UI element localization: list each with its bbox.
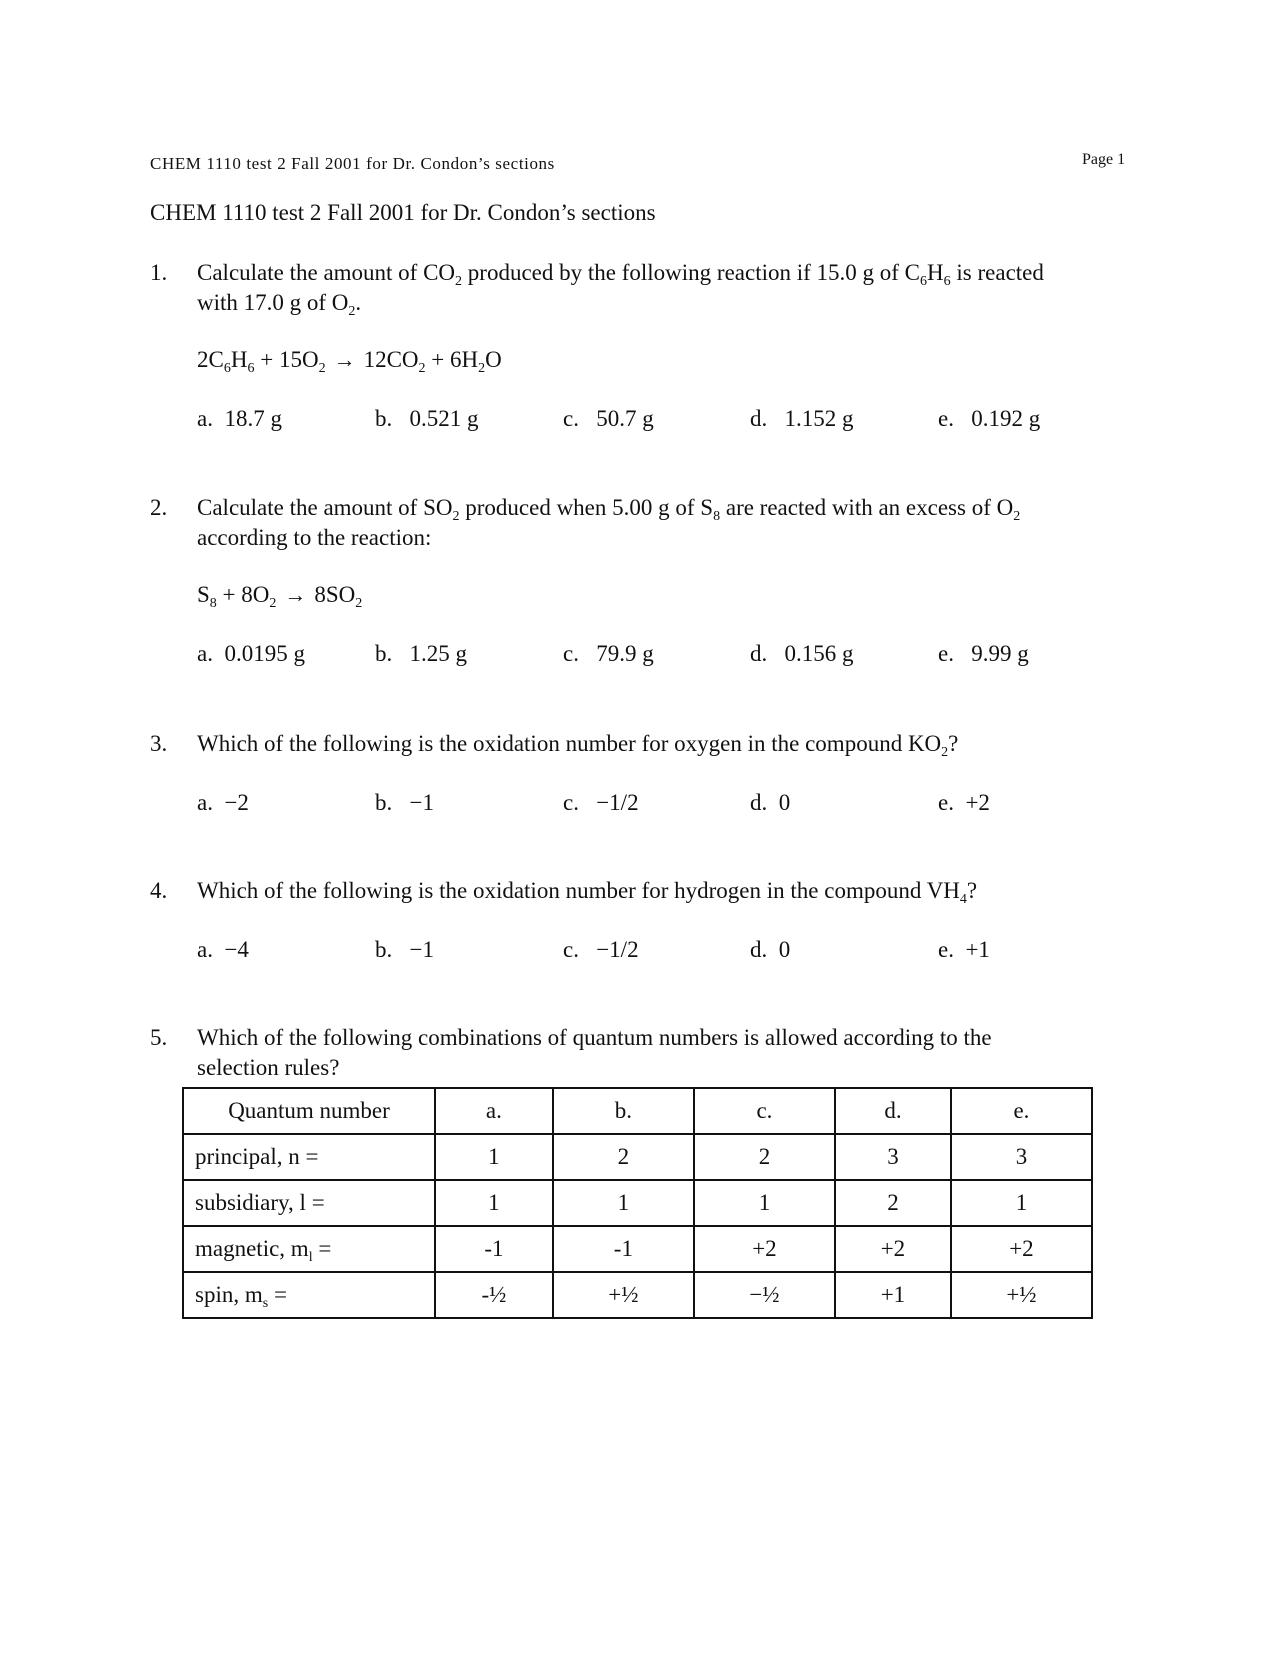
page-title: CHEM 1110 test 2 Fall 2001 for Dr. Condon’s sections [150, 200, 656, 225]
q2-option-b: b. 1.25 g [375, 641, 467, 666]
table-cell: 1 [435, 1134, 553, 1180]
q5-text-line2: selection rules? [197, 1055, 340, 1080]
q2-option-d: d. 0.156 g [750, 641, 854, 666]
table-cell: 1 [553, 1180, 694, 1226]
q1-option-e: e. 0.192 g [938, 406, 1041, 431]
q3-number: 3. [150, 731, 168, 756]
table-cell: 1 [435, 1180, 553, 1226]
q4-option-d: d. 0 [750, 937, 791, 962]
q3-option-e: e. +2 [938, 790, 990, 815]
page-number: Page 1 [1082, 151, 1126, 168]
q2-equation: $S_8 + 8O_2 \to 8SO_2$ [197, 582, 363, 611]
q1-option-d: d. 1.152 g [750, 406, 854, 431]
q3-option-c: c. −1/2 [563, 790, 639, 815]
table-cell: 1 [951, 1180, 1092, 1226]
q4-option-a: a. −4 [197, 937, 249, 962]
header-cell: d. [835, 1088, 951, 1134]
table-cell: 2 [835, 1180, 951, 1226]
running-header: CHEM 1110 test 2 Fall 2001 for Dr. Condon’s sections [150, 154, 555, 173]
table-cell: +2 [694, 1226, 835, 1272]
q2-text-line2: according to the reaction: [197, 525, 432, 550]
q2-option-a: a. 0.0195 g [197, 641, 305, 666]
q3-option-d: d. 0 [750, 790, 791, 815]
q1-option-b: b. 0.521 g [375, 406, 479, 431]
table-cell: -1 [553, 1226, 694, 1272]
q1-number: 1. [150, 260, 168, 285]
reaction-arrow-icon: → [333, 347, 356, 372]
row-label: subsidiary, l = [183, 1180, 435, 1226]
q3-option-a: a. −2 [197, 790, 249, 815]
table-row [183, 1134, 1092, 1180]
q4-number: 4. [150, 878, 168, 903]
row-label: spin, $m_s$ = [183, 1272, 435, 1318]
header-cell: b. [553, 1088, 694, 1134]
table-cell: -1 [435, 1226, 553, 1272]
table-cell: −½ [694, 1272, 835, 1318]
quantum-number-table [182, 1087, 1093, 1319]
q2-number: 2. [150, 495, 168, 520]
table-row [183, 1180, 1092, 1226]
table-cell: +2 [835, 1226, 951, 1272]
header-cell: Quantum number [183, 1088, 435, 1134]
q4-option-e: e. +1 [938, 937, 990, 962]
table-cell: +½ [553, 1272, 694, 1318]
q2-option-c: c. 79.9 g [563, 641, 654, 666]
q1-option-a: a. 18.7 g [197, 406, 282, 431]
q2-option-e: e. 9.99 g [938, 641, 1029, 666]
table-row [183, 1272, 1092, 1318]
q1-text-line1: Calculate the amount of $CO_2$ produced by the following reaction if 15.0 g of $C_6H_6$ is reacted [197, 260, 1044, 289]
q1-text-line2: with 17.0 g of $O_2$. [197, 290, 362, 319]
header-cell: e. [951, 1088, 1092, 1134]
row-label: magnetic, $m_l$ = [183, 1226, 435, 1272]
table-cell: 3 [835, 1134, 951, 1180]
table-cell: -½ [435, 1272, 553, 1318]
q5-number: 5. [150, 1025, 168, 1050]
table-row [183, 1226, 1092, 1272]
q1-option-c: c. 50.7 g [563, 406, 654, 431]
table-cell: 1 [694, 1180, 835, 1226]
header-cell: c. [694, 1088, 835, 1134]
q3-option-b: b. −1 [375, 790, 434, 815]
q5-text-line1: Which of the following combinations of quantum numbers is allowed according to the [197, 1025, 992, 1050]
q4-option-c: c. −1/2 [563, 937, 639, 962]
row-label: principal, n = [183, 1134, 435, 1180]
table-cell: 3 [951, 1134, 1092, 1180]
q2-text-line1: Calculate the amount of $SO_2$ produced when 5.00 g of $S_8$ are reacted with an excess of $O_2$ [197, 495, 1021, 524]
table-cell: 2 [553, 1134, 694, 1180]
q4-option-b: b. −1 [375, 937, 434, 962]
q3-text: Which of the following is the oxidation number for oxygen in the compound $KO_2$? [197, 731, 959, 760]
q1-equation: $2C_6H_6 + 15O_2 \to 12CO_2 + 6H_2O$ [197, 347, 502, 376]
header-cell: a. [435, 1088, 553, 1134]
table-cell: 2 [694, 1134, 835, 1180]
table-cell: +1 [835, 1272, 951, 1318]
table-header-row [183, 1088, 1092, 1134]
table-cell: +2 [951, 1226, 1092, 1272]
reaction-arrow-icon: → [284, 582, 307, 607]
table-cell: +½ [951, 1272, 1092, 1318]
q4-text: Which of the following is the oxidation number for hydrogen in the compound $VH_4$? [197, 878, 978, 907]
